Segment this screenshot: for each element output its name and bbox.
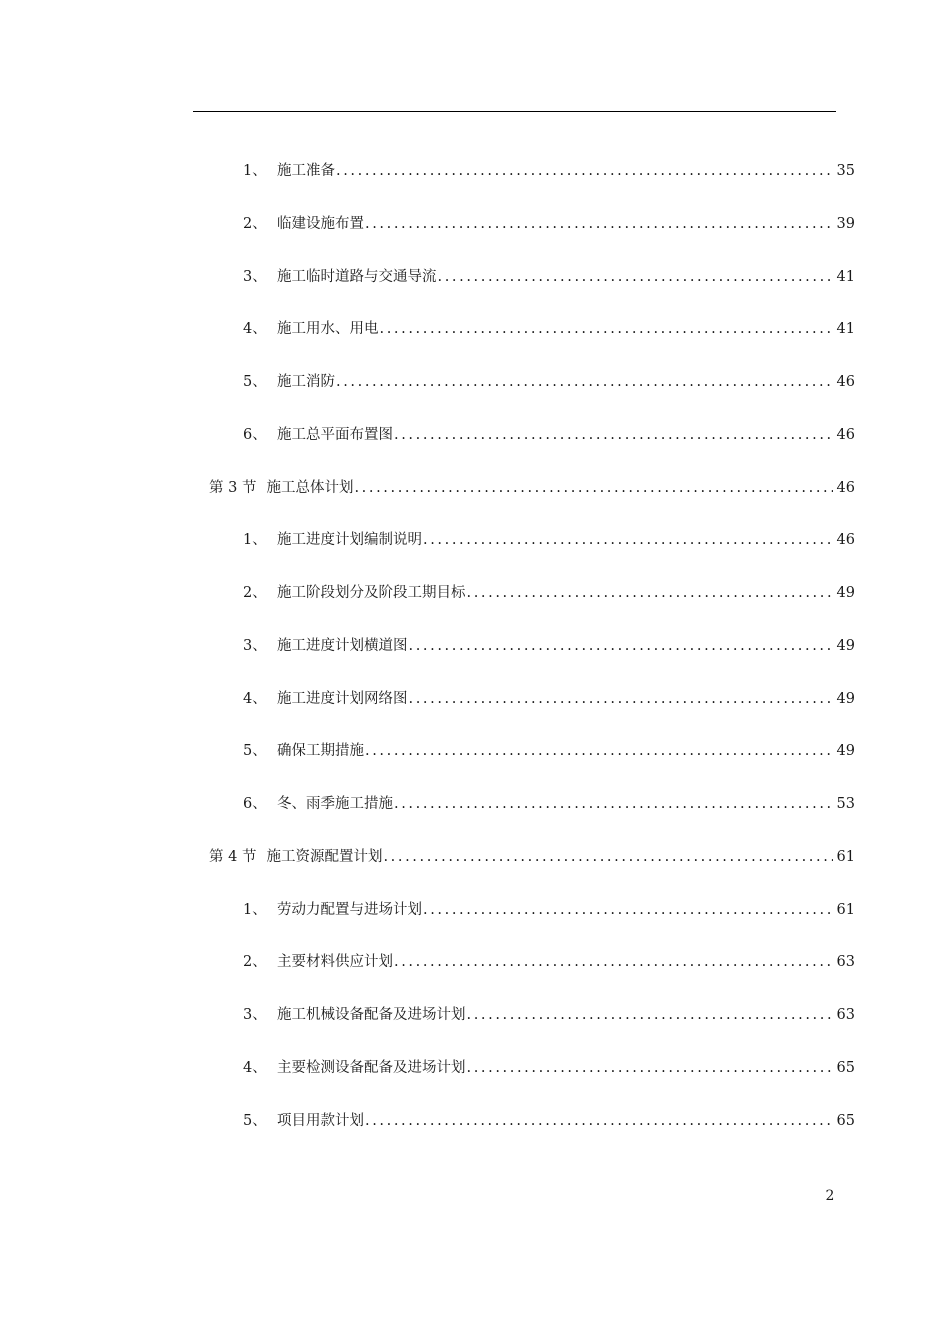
toc-entry-page: 61 — [836, 849, 855, 865]
toc-entry-title: 施工阶段划分及阶段工期目标 — [277, 585, 466, 601]
toc-dot-leader — [408, 687, 834, 711]
toc-dot-leader — [437, 265, 834, 289]
toc-entry-number: 2、 — [243, 585, 267, 601]
toc-item-entry[interactable] — [243, 265, 855, 289]
toc-entry-number: 第 3 节 — [209, 480, 257, 496]
toc-entry-title: 确保工期措施 — [277, 743, 364, 759]
toc-entry-number: 5、 — [243, 1113, 267, 1129]
toc-dot-leader — [393, 792, 833, 816]
toc-entry-title: 项目用款计划 — [277, 1113, 364, 1129]
toc-item-entry[interactable] — [243, 739, 855, 763]
toc-entry-page: 65 — [836, 1060, 855, 1076]
toc-dot-leader — [393, 423, 833, 447]
toc-entry-title: 主要材料供应计划 — [277, 954, 393, 970]
toc-entry-number: 3、 — [243, 269, 267, 285]
toc-entry-number: 1、 — [243, 902, 267, 918]
toc-entry-page: 65 — [836, 1113, 855, 1129]
toc-entry-title: 施工总平面布置图 — [277, 427, 393, 443]
toc-entry-title: 临建设施布置 — [277, 216, 364, 232]
toc-entry-title: 冬、雨季施工措施 — [277, 796, 393, 812]
toc-entry-page: 49 — [836, 743, 855, 759]
toc-entry-page: 46 — [836, 532, 855, 548]
toc-entry-title: 施工进度计划网络图 — [277, 691, 408, 707]
toc-entry-number: 4、 — [243, 321, 267, 337]
toc-entry-page: 49 — [836, 585, 855, 601]
toc-entry-number: 4、 — [243, 691, 267, 707]
toc-item-entry[interactable] — [243, 898, 855, 922]
toc-entry-number: 3、 — [243, 638, 267, 654]
toc-entry-page: 63 — [836, 1007, 855, 1023]
toc-item-entry[interactable] — [243, 317, 855, 341]
toc-entry-title: 施工资源配置计划 — [266, 849, 383, 865]
toc-item-entry[interactable] — [243, 1109, 855, 1133]
toc-item-entry[interactable] — [243, 528, 855, 552]
toc-section-entry[interactable] — [209, 476, 855, 500]
toc-entry-number: 3、 — [243, 1007, 267, 1023]
toc-dot-leader — [335, 159, 833, 183]
toc-entry-page: 49 — [836, 638, 855, 654]
toc-item-entry[interactable] — [243, 1056, 855, 1080]
toc-dot-leader — [379, 317, 834, 341]
toc-dot-leader — [408, 634, 834, 658]
toc-dot-leader — [364, 739, 833, 763]
toc-entry-number: 4、 — [243, 1060, 267, 1076]
toc-entry-page: 53 — [836, 796, 855, 812]
toc-entry-title: 施工用水、用电 — [277, 321, 379, 337]
toc-entry-title: 施工进度计划编制说明 — [277, 532, 422, 548]
toc-dot-leader — [393, 950, 833, 974]
toc-entry-page: 63 — [836, 954, 855, 970]
toc-item-entry[interactable] — [243, 212, 855, 236]
toc-item-entry[interactable] — [243, 950, 855, 974]
toc-dot-leader — [466, 1003, 834, 1027]
page-number: 2 — [825, 1188, 835, 1204]
toc-item-entry[interactable] — [243, 581, 855, 605]
toc-entry-number: 5、 — [243, 374, 267, 390]
toc-item-entry[interactable] — [243, 687, 855, 711]
toc-entry-title: 施工消防 — [277, 374, 335, 390]
toc-entry-title: 劳动力配置与进场计划 — [277, 902, 422, 918]
toc-entry-number: 1、 — [243, 163, 267, 179]
toc-entry-title: 施工机械设备配备及进场计划 — [277, 1007, 466, 1023]
toc-dot-leader — [353, 476, 833, 500]
toc-item-entry[interactable] — [243, 423, 855, 447]
toc-entry-title: 主要检测设备配备及进场计划 — [277, 1060, 466, 1076]
toc-dot-leader — [422, 898, 833, 922]
header-rule — [193, 111, 836, 112]
toc-entry-page: 41 — [836, 321, 855, 337]
toc-entry-title: 施工准备 — [277, 163, 335, 179]
toc-entry-page: 46 — [836, 480, 855, 496]
toc-section-entry[interactable] — [209, 845, 855, 869]
toc-entry-number: 5、 — [243, 743, 267, 759]
toc-entry-number: 2、 — [243, 216, 267, 232]
toc-entry-number: 第 4 节 — [209, 849, 257, 865]
toc-entry-page: 49 — [836, 691, 855, 707]
toc-dot-leader — [382, 845, 833, 869]
toc-entry-number: 6、 — [243, 796, 267, 812]
toc-entry-page: 39 — [836, 216, 855, 232]
toc-item-entry[interactable] — [243, 370, 855, 394]
toc-dot-leader — [422, 528, 833, 552]
toc-entry-number: 2、 — [243, 954, 267, 970]
toc-entry-page: 61 — [836, 902, 855, 918]
toc-entry-page: 41 — [836, 269, 855, 285]
toc-entry-title: 施工进度计划横道图 — [277, 638, 408, 654]
toc-entry-page: 35 — [836, 163, 855, 179]
toc-dot-leader — [364, 212, 833, 236]
toc-entry-title: 施工临时道路与交通导流 — [277, 269, 437, 285]
toc-item-entry[interactable] — [243, 634, 855, 658]
toc-item-entry[interactable] — [243, 159, 855, 183]
toc-entry-number: 6、 — [243, 427, 267, 443]
toc-entry-page: 46 — [836, 374, 855, 390]
toc-item-entry[interactable] — [243, 1003, 855, 1027]
toc-dot-leader — [466, 1056, 834, 1080]
toc-entry-title: 施工总体计划 — [266, 480, 354, 496]
toc-entry-number: 1、 — [243, 532, 267, 548]
toc-entry-page: 46 — [836, 427, 855, 443]
toc-dot-leader — [335, 370, 833, 394]
toc-dot-leader — [466, 581, 834, 605]
toc-dot-leader — [364, 1109, 833, 1133]
toc-item-entry[interactable] — [243, 792, 855, 816]
